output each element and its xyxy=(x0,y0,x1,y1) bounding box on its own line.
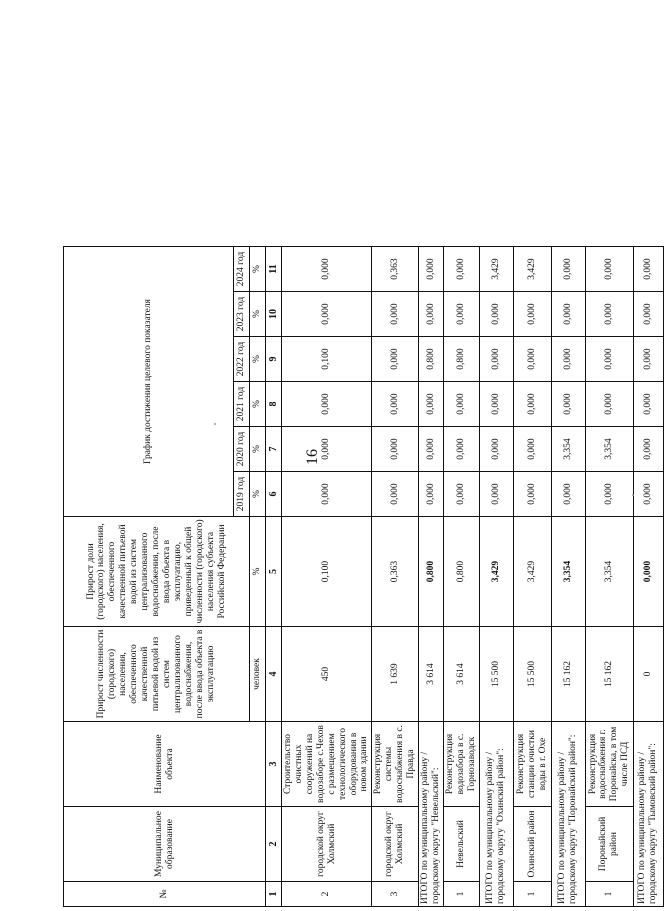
row-people: 15 500 xyxy=(513,627,551,722)
row-value: 0,000 xyxy=(443,382,479,427)
header-year: 2023 год xyxy=(234,292,250,337)
scan-speck xyxy=(632,494,634,496)
header-object-name: Наименование объекта xyxy=(64,722,266,807)
page-number: 16 xyxy=(304,449,321,465)
row-value: 0,000 xyxy=(419,292,444,337)
row-value: 0,000 xyxy=(372,382,419,427)
scan-speck xyxy=(214,423,216,425)
header-year: 2024 год xyxy=(234,247,250,292)
row-value: 0,000 xyxy=(419,427,444,472)
header-unit: % xyxy=(250,247,266,292)
row-people: 3 614 xyxy=(419,627,444,722)
header-year: 2021 год xyxy=(234,382,250,427)
row-people: 15 162 xyxy=(551,627,585,722)
row-value: 0,000 xyxy=(633,292,663,337)
total-label: ИТОГО по муниципальному району / городскому округу "Охинский район": xyxy=(479,722,513,907)
row-value: 0,363 xyxy=(372,247,419,292)
total-row xyxy=(633,18,663,907)
row-value: 0,000 xyxy=(479,382,513,427)
row-value: 0,000 xyxy=(443,247,479,292)
row-value: 0,000 xyxy=(419,472,444,517)
row-object: Реконструкция водоснабжения г. Поронайска, в том числе ПСД xyxy=(585,722,633,807)
header-year: 2022 год xyxy=(234,337,250,382)
row-value: 0,000 xyxy=(633,382,663,427)
column-index: 4 xyxy=(266,627,282,722)
row-value: 0,000 xyxy=(551,292,585,337)
row-value: 0,000 xyxy=(443,292,479,337)
row-value: 0,000 xyxy=(551,472,585,517)
target-indicator-table xyxy=(63,18,664,908)
row-value: 0,000 xyxy=(585,382,633,427)
row-num: 2 xyxy=(282,882,372,907)
header-unit: % xyxy=(250,472,266,517)
row-value: 0,000 xyxy=(479,337,513,382)
header-unit: % xyxy=(250,292,266,337)
row-municipality: городской округ Холмский xyxy=(282,807,372,882)
total-row xyxy=(419,18,444,907)
row-value: 0,000 xyxy=(513,427,551,472)
row-value: 0,100 xyxy=(282,337,372,382)
row-municipality: городской округ Холмский xyxy=(372,807,419,882)
row-value: 0,000 xyxy=(443,427,479,472)
table-row xyxy=(443,18,479,907)
row-value: 0,000 xyxy=(372,427,419,472)
row-value: 3,354 xyxy=(585,427,633,472)
row-municipality: Охинский район xyxy=(513,807,551,882)
row-value: 0,000 xyxy=(282,427,372,472)
row-value: 0,800 xyxy=(419,337,444,382)
row-num: 1 xyxy=(443,882,479,907)
row-share: 0,363 xyxy=(372,517,419,627)
row-share: 0,000 xyxy=(633,517,663,627)
row-municipality: Невельский xyxy=(443,807,479,882)
row-value: 0,000 xyxy=(633,337,663,382)
row-value: 0,000 xyxy=(585,337,633,382)
row-num: 3 xyxy=(372,882,419,907)
total-label: ИТОГО по муниципальному району / городскому округу "Невельский": xyxy=(419,722,444,907)
row-value: 0,000 xyxy=(479,472,513,517)
row-value: 3,429 xyxy=(479,247,513,292)
column-index: 11 xyxy=(266,247,282,292)
header-share-growth: Прирост доли (городского) населения, обеспеченного качественной питьевой водой из систем централизованного водоснабжения, после ввода объекта в эксплуатацию, приведенный к общей численности (городского) населения субъекта Российской Федерации xyxy=(64,517,250,627)
row-share: 3,354 xyxy=(551,517,585,627)
row-share: 0,100 xyxy=(282,517,372,627)
row-value: 0,000 xyxy=(633,427,663,472)
total-label: ИТОГО по муниципальному району / городскому округу "Тымовский район": xyxy=(633,722,663,907)
column-index: 1 xyxy=(266,882,282,907)
table-row xyxy=(372,18,419,907)
row-object: Реконструкция станции очистки воды в г. Охе xyxy=(513,722,551,807)
column-index: 3 xyxy=(266,722,282,807)
row-value: 0,000 xyxy=(551,337,585,382)
row-people: 450 xyxy=(282,627,372,722)
header-unit: % xyxy=(250,382,266,427)
row-num: 1 xyxy=(513,882,551,907)
header-year: 2020 год xyxy=(234,427,250,472)
row-share: 3,354 xyxy=(585,517,633,627)
header-schedule: График достижения целевого показателя xyxy=(64,247,234,517)
row-value: 0,800 xyxy=(443,337,479,382)
row-value: 0,000 xyxy=(585,472,633,517)
row-value: 0,000 xyxy=(419,382,444,427)
column-index: 5 xyxy=(266,517,282,627)
row-value: 0,000 xyxy=(585,292,633,337)
total-row xyxy=(479,18,513,907)
table-row xyxy=(585,18,633,907)
row-value: 3,354 xyxy=(551,427,585,472)
row-value: 0,000 xyxy=(551,382,585,427)
row-value: 0,000 xyxy=(419,247,444,292)
header-municipality: Муниципальное образование xyxy=(64,807,266,882)
row-people: 3 614 xyxy=(443,627,479,722)
header-unit: % xyxy=(250,517,266,627)
column-index: 6 xyxy=(266,472,282,517)
row-value: 0,000 xyxy=(372,472,419,517)
header-unit: % xyxy=(250,337,266,382)
header-num: № xyxy=(64,882,266,907)
row-object: Реконструкция системы водоснабжения в с. Правда xyxy=(372,722,419,807)
row-object: Строительство очистных сооружений на водозаборе с.Чехов с размещением технологического оборудования в новом здании xyxy=(282,722,372,807)
row-num: 1 xyxy=(585,882,633,907)
column-index: 8 xyxy=(266,382,282,427)
row-value: 0,000 xyxy=(282,382,372,427)
row-value: 0,000 xyxy=(479,427,513,472)
table-spacer xyxy=(64,18,282,247)
row-object: Реконструкция водозабора в с. Горнозаводск xyxy=(443,722,479,807)
column-index: 10 xyxy=(266,292,282,337)
column-index: 9 xyxy=(266,337,282,382)
column-index: 2 xyxy=(266,807,282,882)
row-municipality: Поронайский район xyxy=(585,807,633,882)
row-value: 0,000 xyxy=(372,337,419,382)
row-value: 0,000 xyxy=(282,247,372,292)
table-row xyxy=(282,18,372,907)
row-value: 3,429 xyxy=(513,247,551,292)
row-value: 0,000 xyxy=(551,247,585,292)
row-value: 0,000 xyxy=(513,382,551,427)
row-people: 1 639 xyxy=(372,627,419,722)
row-share: 0,800 xyxy=(443,517,479,627)
header-year: 2019 год xyxy=(234,472,250,517)
row-value: 0,000 xyxy=(443,472,479,517)
header-population-growth: Прирост численности (городского) населения, обеспеченного качественной питьевой водой из систем централизованного водоснабжения, после ввода объекта в эксплуатацию xyxy=(64,627,250,722)
row-people: 15 162 xyxy=(585,627,633,722)
row-value: 0,000 xyxy=(633,247,663,292)
row-people: 0 xyxy=(633,627,663,722)
row-share: 3,429 xyxy=(513,517,551,627)
row-value: 0,000 xyxy=(282,292,372,337)
row-value: 0,000 xyxy=(633,472,663,517)
total-row xyxy=(551,18,585,907)
row-value: 0,000 xyxy=(513,292,551,337)
header-unit: человек xyxy=(250,627,266,722)
row-value: 0,000 xyxy=(513,472,551,517)
row-value: 0,000 xyxy=(585,247,633,292)
row-people: 15 500 xyxy=(479,627,513,722)
row-value: 0,000 xyxy=(479,292,513,337)
row-share: 3,429 xyxy=(479,517,513,627)
column-index: 7 xyxy=(266,427,282,472)
row-share: 0,800 xyxy=(419,517,444,627)
row-value: 0,000 xyxy=(372,292,419,337)
header-unit: % xyxy=(250,427,266,472)
table-row xyxy=(513,18,551,907)
rotated-table-container xyxy=(63,18,659,907)
row-value: 0,000 xyxy=(282,472,372,517)
total-label: ИТОГО по муниципальному району / городскому округу "Поронайский район": xyxy=(551,722,585,907)
row-value: 0,000 xyxy=(513,337,551,382)
